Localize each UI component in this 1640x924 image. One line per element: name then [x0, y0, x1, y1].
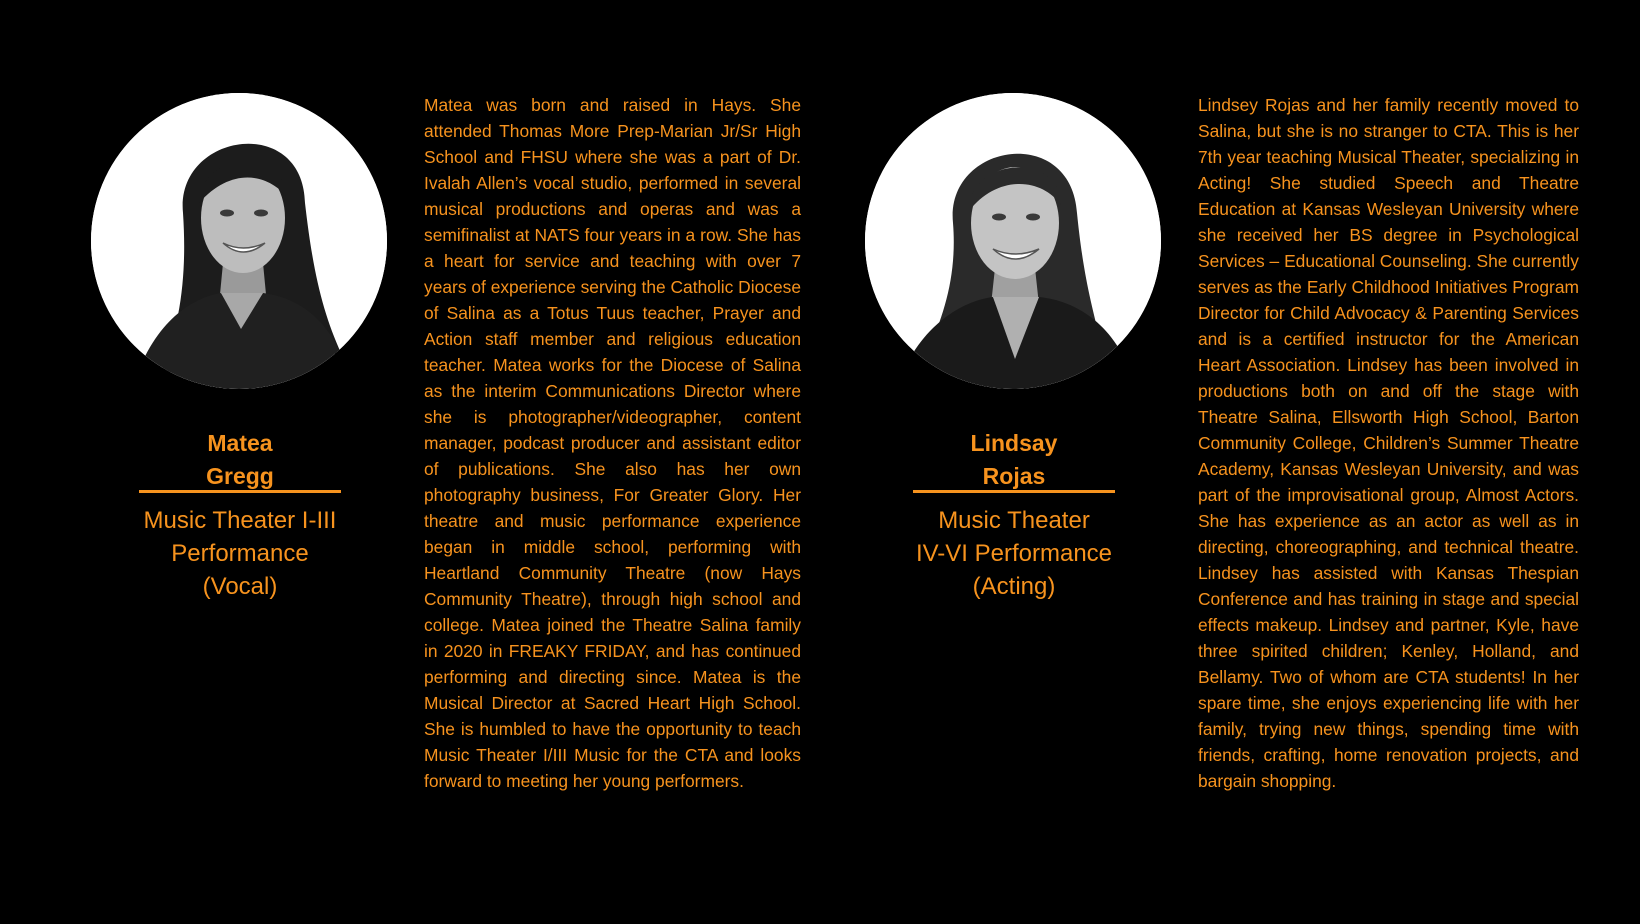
profile-card-lindsay-rojas: [844, 0, 1184, 924]
course-title-line-1: Music Theater: [938, 507, 1090, 534]
portrait-photo: [865, 93, 1161, 389]
bio-text-lindsay-rojas: Lindsey Rojas and her family recently moved to Salina, but she is no stranger to CTA. This is her 7th year teaching Musical Theater, specializing in Acting! She studied Speech and Theatre Education at Kansas Wesleyan University where she received her BS degree in Psychological Services – Educational Counseling. She currently serves as the Early Childhood Initiatives Program Director for Child Advocacy & Parenting Services and is a certified instructor for the American Heart Association. Lindsey has been involved in productions both on and off the stage with Theatre Salina, Ellsworth High School, Barton Community College, Children’s Summer Theatre Academy, Kansas Wesleyan University, and was part of the improvisational group, Almost Actors. She has experience as an actor as well as in directing, choreographing, and technical theatre. Lindsey has assisted with Kansas Thespian Conference and has training in stage and special effects makeup. Lindsey and partner, Kyle, have three spirited children; Kenley, Holland, and Bellamy. Two of whom are CTA students! In her spare time, she enjoys experiencing life with her family, trying new things, spending time with friends, crafting, home renovation projects, and bargain shopping.: [1198, 95, 1579, 791]
first-name: Matea: [207, 430, 273, 456]
last-name: Rojas: [982, 463, 1046, 489]
name-underline: [913, 490, 1115, 493]
course-title-line-2: Performance: [171, 540, 309, 567]
course-title-line-3: (Acting): [972, 573, 1056, 600]
course-title: [70, 504, 410, 603]
profile-card-matea-gregg: [70, 0, 410, 924]
first-name: Lindsay: [970, 430, 1058, 456]
course-title-line-3: (Vocal): [202, 573, 278, 600]
bio-text-matea-gregg: Matea was born and raised in Hays. She attended Thomas More Prep-Marian Jr/Sr High School and FHSU where she was a part of Dr. Ivalah Allen’s vocal studio, performed in several musical productions and operas and was a semifinalist at NATS four years in a row. She has a heart for service and teaching with over 7 years of experience serving the Catholic Diocese of Salina as a Totus Tuus teacher, Prayer and Action staff member and religious education teacher. Matea works for the Diocese of Salina as the interim Communications Director where she is photographer/videographer, content manager, podcast producer and assistant editor of publications. She also has her own photography business, For Greater Glory. Her theatre and music performance experience began in middle school, performing with Heartland Community Theatre (now Hays Community Theatre), through high school and college. Matea joined the Theatre Salina family in 2020 in FREAKY FRIDAY, and has continued performing and directing since. Matea is the Musical Director at Sacred Heart High School. She is humbled to have the opportunity to teach Music Theater I/III Music for the CTA and looks forward to meeting her young performers.: [424, 95, 801, 791]
last-name: Gregg: [206, 463, 274, 489]
course-title-line-2: IV-VI Performance: [915, 540, 1113, 567]
course-title: [844, 504, 1184, 603]
person-name: [844, 427, 1184, 493]
name-underline: [139, 490, 341, 493]
portrait-photo: [91, 93, 387, 389]
person-name: [70, 427, 410, 493]
course-title-line-1: Music Theater I-III: [143, 507, 337, 534]
